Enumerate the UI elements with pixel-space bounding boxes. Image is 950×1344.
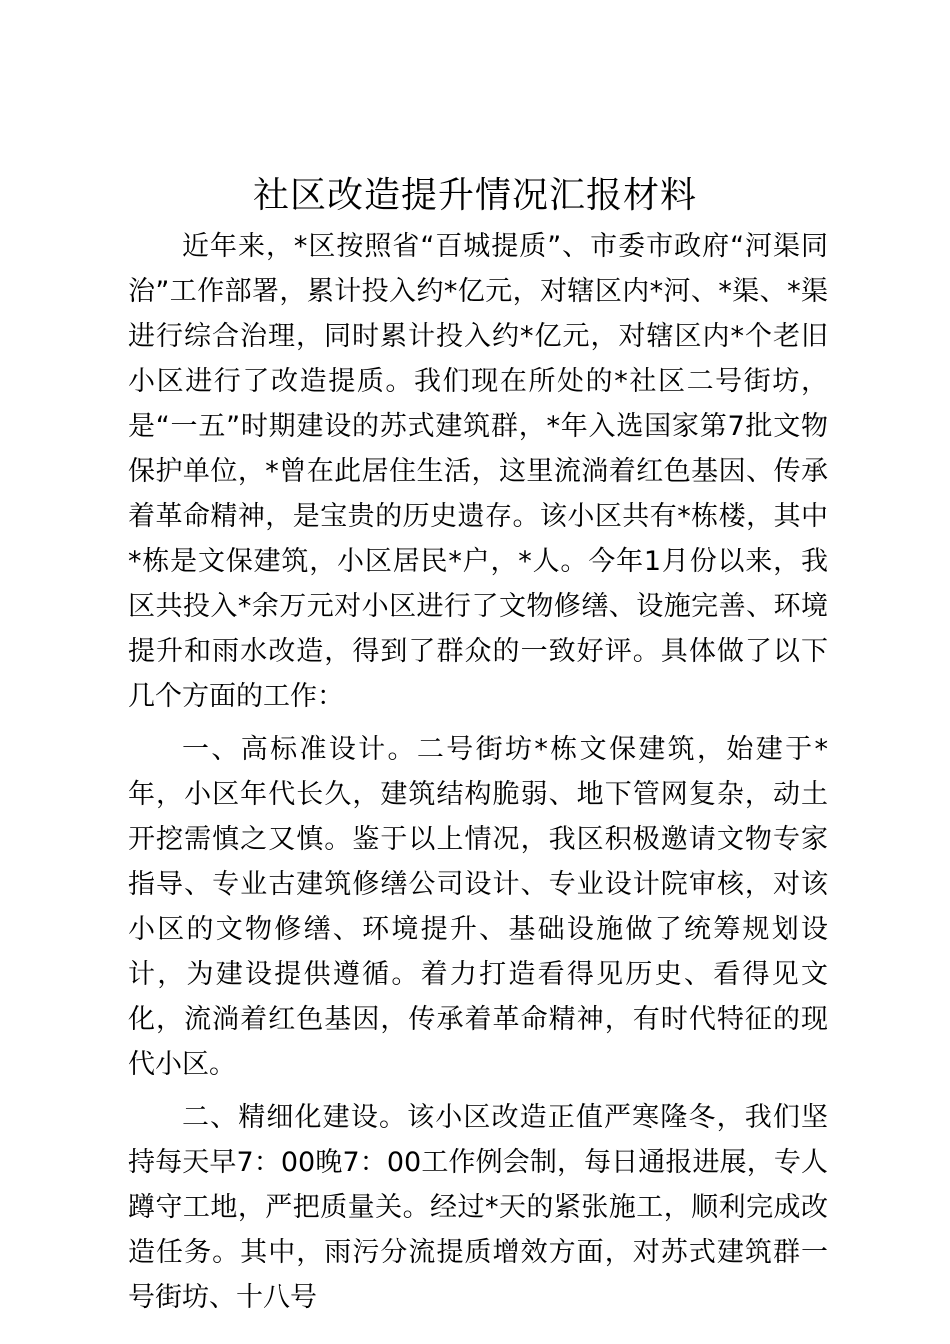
paragraph-intro: 近年来，*区按照省“百城提质”、市委市政府“河渠同治”工作部署，累计投入约*亿元，对辖区内*河、*渠、*渠进行综合治理，同时累计投入约*亿元，对辖区内*个老旧小区进行了改造提质。我们现在所处的*社区二号街坊，是“一五”时期建设的苏式建筑群，*年入选国家第7批文物保护单位，*曾在此居住生活，这里流淌着红色基因、传承着革命精神，是宝贵的历史遗存。该小区共有*栋楼，其中*栋是文保建筑，小区居民*户，*人。今年1月份以来，我区共投入*余万元对小区进行了文物修缮、设施完善、环境提升和雨水改造，得到了群众的一致好评。具体做了以下几个方面的工作： — [128, 231, 828, 712]
document-title: 社区改造提升情况汇报材料 — [252, 175, 697, 216]
paragraph-design: 一、高标准设计。二号街坊*栋文保建筑，始建于*年，小区年代长久，建筑结构脆弱、地下管网复杂，动土开挖需慎之又慎。鉴于以上情况，我区积极邀请文物专家指导、专业古建筑修缮公司设计、专业设计院审核，对该小区的文物修缮、环境提升、基础设施做了统筹规划设计，为建设提供遵循。着力打造看得见历史、看得见文化，流淌着红色基因，传承着革命精神，有时代特征的现代小区。 — [128, 734, 828, 1080]
document-body — [128, 224, 828, 1328]
paragraph-construction: 二、精细化建设。该小区改造正值严寒隆冬，我们坚持每天早7：00晚7：00工作例会制，每日通报进展，专人蹲守工地，严把质量关。经过*天的紧张施工，顺利完成改造任务。其中，雨污分流提质增效方面，对苏式建筑群一号街坊、十八号 — [128, 1102, 828, 1313]
